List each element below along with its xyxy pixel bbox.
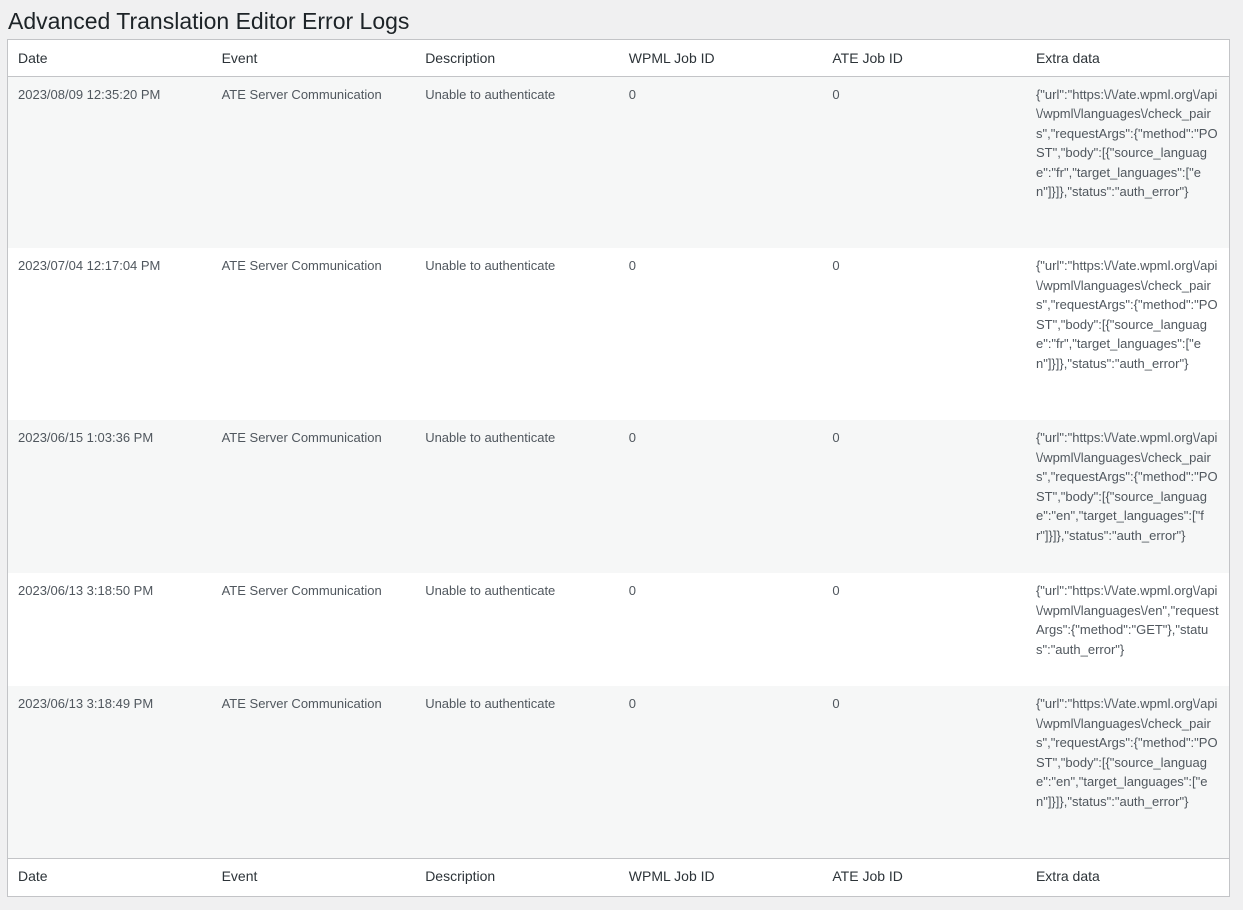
cell-extra-data: {"url":"https:\/\/ate.wpml.org\/api\/wpml\/languages\/check_pairs","requestArgs":{"method":"POST","body":[{"source_language":"fr","target_languages":["en"]}]},"status":"auth_error"}: [1035, 86, 1218, 199]
table-row: [8, 76, 1229, 248]
column-footer-date: Date: [8, 858, 212, 894]
cell-event: ATE Server Communication: [221, 583, 382, 598]
cell-extra-data: {"url":"https:\/\/ate.wpml.org\/api\/wpml\/languages\/check_pairs","requestArgs":{"method":"POST","body":[{"source_language":"en","target_languages":["fr"]}]},"status":"auth_error"}: [1035, 430, 1218, 543]
cell-wpml-job-id: 0: [628, 583, 637, 598]
cell-event: ATE Server Communication: [221, 258, 382, 273]
cell-ate-job-id: 0: [832, 86, 840, 102]
column-footer-ate-job-id: ATE Job ID: [822, 858, 1026, 894]
cell-date: 2023/07/04 12:17:04 PM: [18, 258, 161, 273]
column-footer-event: Event: [212, 858, 416, 894]
column-header-event: Event: [212, 40, 416, 76]
cell-extra-data: {"url":"https:\/\/ate.wpml.org\/api\/wpml\/languages\/check_pairs","requestArgs":{"method":"POST","body":[{"source_language":"en","target_languages":["en"]}]},"status":"auth_error"}: [1035, 696, 1218, 809]
cell-date: 2023/06/13 3:18:50 PM: [18, 583, 154, 598]
cell-date: 2023/06/13 3:18:49 PM: [18, 696, 154, 711]
cell-wpml-job-id: 0: [628, 430, 637, 445]
cell-date: 2023/06/15 1:03:36 PM: [18, 430, 154, 445]
cell-wpml-job-id: 0: [628, 696, 637, 711]
table-row: [8, 248, 1229, 420]
cell-ate-job-id: 0: [832, 258, 840, 273]
cell-ate-job-id: 0: [832, 430, 840, 445]
cell-ate-job-id: 0: [832, 696, 840, 711]
column-header-ate-job-id: ATE Job ID: [822, 40, 1026, 76]
column-header-wpml-job-id: WPML Job ID: [619, 40, 823, 76]
table-header: [8, 40, 1229, 76]
column-footer-extra-data: Extra data: [1026, 858, 1229, 894]
cell-wpml-job-id: 0: [628, 86, 637, 102]
cell-extra-data: {"url":"https:\/\/ate.wpml.org\/api\/wpml\/languages\/check_pairs","requestArgs":{"method":"POST","body":[{"source_language":"fr","target_languages":["en"]}]},"status":"auth_error"}: [1035, 258, 1218, 371]
cell-wpml-job-id: 0: [628, 258, 637, 273]
table-footer: [8, 858, 1229, 894]
cell-description: Unable to authenticate: [425, 258, 556, 273]
cell-description: Unable to authenticate: [425, 86, 556, 102]
page-title: Advanced Translation Editor Error Logs: [8, 8, 410, 34]
column-footer-description: Description: [415, 858, 619, 894]
cell-extra-data: {"url":"https:\/\/ate.wpml.org\/api\/wpml\/languages\/en","requestArgs":{"method":"GET"},"status":"auth_error"}: [1035, 583, 1219, 657]
column-header-extra-data: Extra data: [1026, 40, 1229, 76]
table-row: [8, 420, 1229, 573]
cell-event: ATE Server Communication: [221, 696, 382, 711]
cell-ate-job-id: 0: [832, 583, 840, 598]
cell-event: ATE Server Communication: [221, 86, 382, 102]
column-footer-wpml-job-id: WPML Job ID: [619, 858, 823, 894]
cell-description: Unable to authenticate: [425, 696, 556, 711]
error-log-table: [7, 39, 1230, 897]
table-row: [8, 686, 1229, 858]
cell-event: ATE Server Communication: [221, 430, 382, 445]
table-row: [8, 573, 1229, 686]
cell-description: Unable to authenticate: [425, 583, 556, 598]
column-header-date: Date: [8, 40, 212, 76]
column-header-description: Description: [415, 40, 619, 76]
cell-description: Unable to authenticate: [425, 430, 556, 445]
cell-date: 2023/08/09 12:35:20 PM: [18, 86, 161, 102]
